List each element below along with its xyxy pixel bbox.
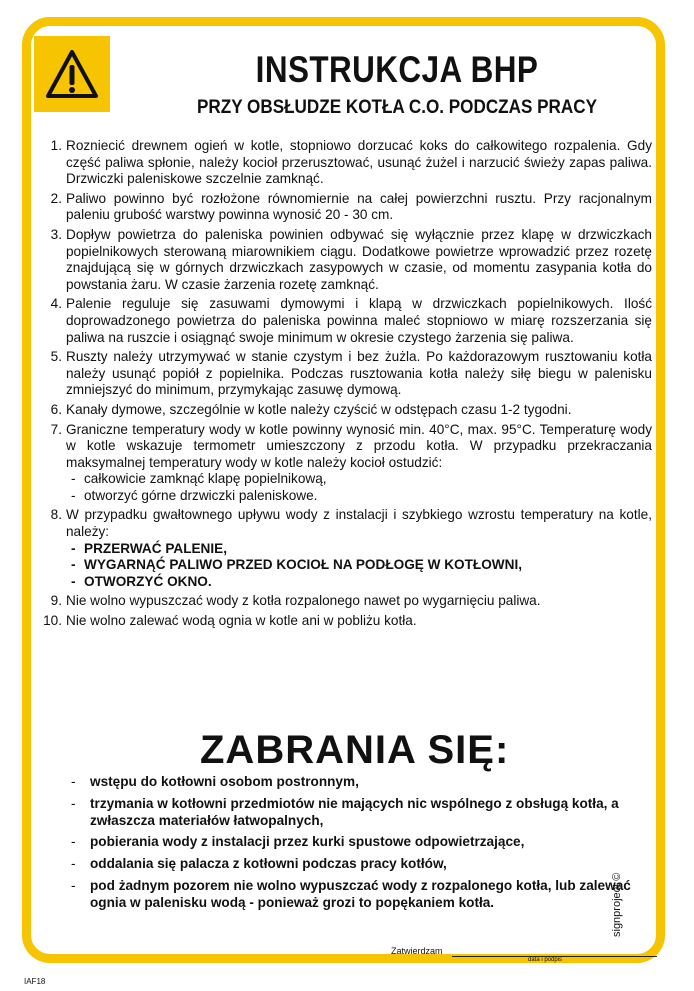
page-subtitle: PRZY OBSŁUDZE KOTŁA C.O. PODCZAS PRACY: [197, 97, 597, 118]
item-number: 8.: [50, 507, 62, 523]
sub-item: - otworzyć górne drzwiczki paleniskowe.: [66, 488, 652, 505]
signature-caption: data i podpis: [528, 957, 563, 963]
warning-triangle-icon: [34, 36, 110, 112]
item-number: 2.: [50, 190, 62, 206]
sub-item: - OTWORZYĆ OKNO.: [66, 574, 652, 591]
item-number: 3.: [50, 226, 62, 242]
item-number: 9.: [50, 593, 62, 609]
item-text: Palenie reguluje się zasuwami dymowymi i klapą w drzwiczkach popielnikowych. Ilość doprowadzonego powietrza do paleniska powinna maleć stopniowo w miarę rozszerzania się paliwa na ruszcie i osiągnąć swoje minimum w okresie czystego żarzenia się paliwa.: [66, 296, 652, 345]
sub-item: - WYGARNĄĆ PALIWO PRZED KOCIOŁ NA PODŁOGĘ W KOTŁOWNI,: [66, 557, 652, 574]
list-item: [42, 507, 652, 590]
instruction-list: [42, 138, 652, 633]
emergency-steps: [66, 541, 652, 591]
sub-item: - całkowicie zamknąć klapę popielnikową,: [66, 471, 652, 488]
list-item: [42, 349, 652, 399]
item-number: 7.: [50, 421, 62, 437]
forbidden-item: - oddalania się palacza z kotłowni podczas pracy kotłów,: [68, 856, 653, 873]
item-text: Dopływ powietrza do paleniska powinien odbywać się wyłącznie przez klapę w drzwiczkach popielnikowych sterowaną miarownikiem ciągu. Dodatkowe powietrze wprowadzić przez rozetę znajdującą się w górnych drzwiczkach zasypowych w czasie, od momentu zasypania kotła do powstania żaru. W czasie żarzenia rozetę zamknąć.: [66, 226, 652, 292]
item-text: Nie wolno zalewać wodą ognia w kotle ani w pobliżu kotła.: [66, 613, 417, 629]
item-text: W przypadku gwałtownego upływu wody z instalacji i szybkiego wzrostu temperatury na kotle, należy:: [66, 507, 652, 540]
item-number: 4.: [50, 296, 62, 312]
item-number: 1.: [50, 138, 62, 153]
sub-item: - PRZERWAĆ PALENIE,: [66, 541, 652, 558]
item-text: Kanały dymowe, szczególnie w kotle należy czyścić w odstępach czasu 1-2 tygodni.: [66, 401, 572, 417]
item-number: 10.: [43, 613, 62, 629]
list-item: [42, 593, 652, 610]
item-text: Paliwo powinno być rozłożone równomiernie na całej powierzchni rusztu. Przy racjonalnym paleniu grubość warstwy powinna wynosić 20 - 30 cm.: [66, 190, 652, 223]
list-item: [42, 422, 652, 505]
page-title: INSTRUKCJA BHP: [255, 49, 539, 90]
item-number: 6.: [50, 401, 62, 417]
list-item: [42, 402, 652, 419]
list-item: [42, 227, 652, 293]
forbidden-item: - pod żadnym pozorem nie wolno wypuszczać wody z rozpalonego kotła, lub zalewać ognia w palenisku wodą - ponieważ grozi to popękaniem kotła.: [68, 878, 653, 912]
list-item: [42, 613, 652, 630]
brand-label: signproject ©: [611, 872, 623, 937]
forbidden-heading: ZABRANIA SIĘ:: [200, 728, 510, 772]
item-text: Ruszty należy utrzymywać w stanie czystym i bez żużla. Po każdorazowym rusztowaniu kotła należy usunąć popiół z popielnika. Podczas rusztowania kotła należy siłę biegu w palenisku zmniejszyć do minimum, przymykając zasuwę dymową.: [66, 349, 652, 398]
approve-label: Zatwierdzam: [391, 946, 443, 956]
item-text: Graniczne temperatury wody w kotle powinny wynosić min. 40°C, max. 95°C. Temperaturę wody w kotle wskazuje termometr umieszczony z przodu kotła. W przypadku przekraczania maksymalnej temperatury wody w kotle należy kocioł ostudzić:: [66, 421, 652, 470]
forbidden-item: - wstępu do kotłowni osobom postronnym,: [68, 774, 653, 791]
item-text: Nie wolno wypuszczać wody z kotła rozpalonego nawet po wygarnięciu paliwa.: [66, 593, 541, 609]
forbidden-item: - pobierania wody z instalacji przez kurki spustowe odpowietrzające,: [68, 834, 653, 851]
list-item: [42, 296, 652, 346]
item-number: 5.: [50, 349, 62, 365]
forbidden-list: [68, 774, 653, 917]
cooling-steps: [66, 471, 652, 504]
product-code: IAF18: [24, 977, 46, 986]
forbidden-item: - trzymania w kotłowni przedmiotów nie mających nic wspólnego z obsługą kotła, a zwłaszcza materiałów łatwopalnych,: [68, 796, 653, 830]
list-item: [42, 191, 652, 224]
item-text: Rozniecić drewnem ogień w kotle, stopniowo dorzucać koks do całkowitego rozpalenia. Gdy część paliwa spłonie, należy kocioł przerusztować, usunąć żużel i narzucić świeży zapas paliwa. Drzwiczki paleniskowe szczelnie zamknąć.: [66, 138, 652, 187]
warning-triangle-glyph: [34, 36, 110, 112]
list-item: [42, 138, 652, 188]
